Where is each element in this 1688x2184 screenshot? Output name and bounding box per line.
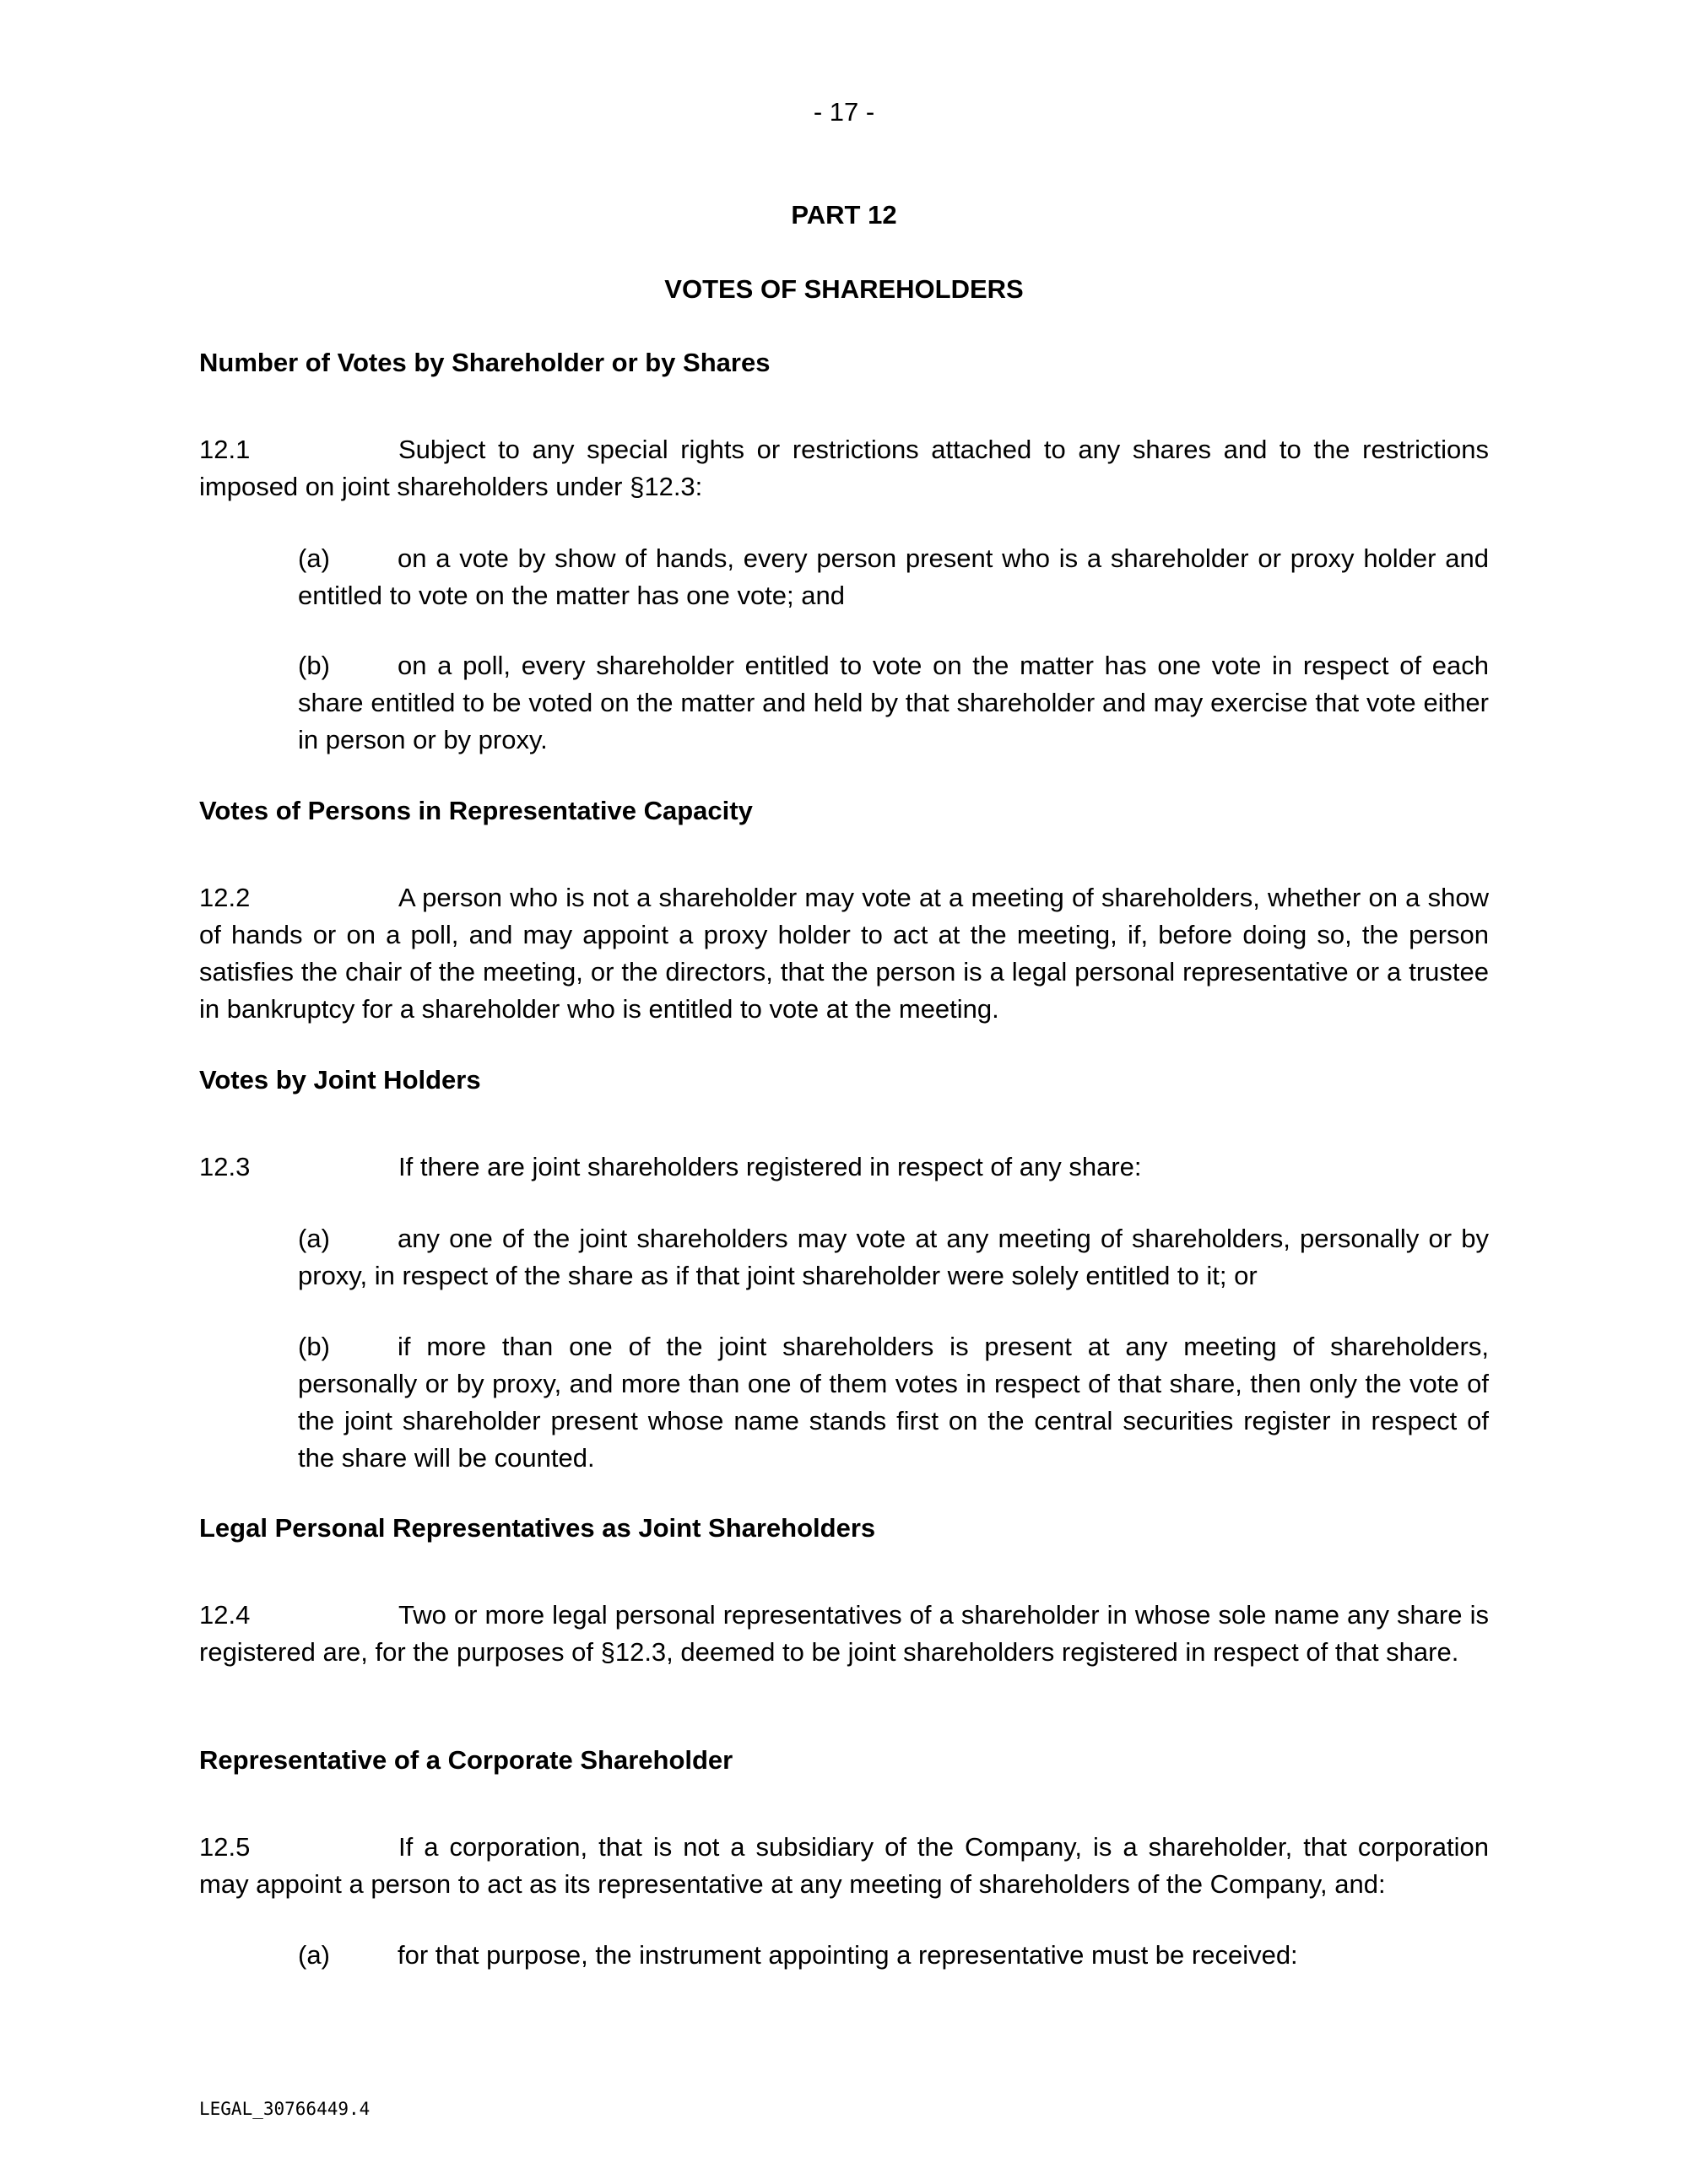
clause-text: on a poll, every shareholder entitled to vote on the matter has one vote in respect of each share entitled to be voted on the matter and held by that shareholder and may exercise that vote either in person or by proxy.: [298, 651, 1489, 754]
part-title: PART 12: [791, 200, 897, 230]
section-text: Two or more legal personal representatives of a shareholder in whose sole name any share is registered are, for the purposes of §12.3, deemed to be joint shareholders registered in respect of that share.: [199, 1600, 1489, 1667]
section-heading: Number of Votes by Shareholder or by Shares: [199, 348, 771, 377]
section-heading: Representative of a Corporate Shareholder: [199, 1745, 733, 1775]
document-footer-id: LEGAL_30766449.4: [199, 2099, 371, 2119]
sub-clause: [298, 1220, 1489, 1295]
section-number: 12.1: [199, 435, 251, 464]
section-text: If there are joint shareholders registered in respect of any share:: [398, 1152, 1142, 1181]
clause-text: any one of the joint shareholders may vote at any meeting of shareholders, personally or by proxy, in respect of the share as if that joint shareholder were solely entitled to it; or: [298, 1224, 1489, 1290]
sub-clause: [298, 540, 1489, 614]
clause-text: for that purpose, the instrument appointing a representative must be received:: [398, 1940, 1298, 1970]
part-subtitle: VOTES OF SHAREHOLDERS: [664, 274, 1024, 304]
section-paragraph: [199, 1149, 1489, 1186]
sub-clause: [298, 1937, 1489, 1974]
section-number: 12.5: [199, 1832, 251, 1862]
sub-clause: [298, 647, 1489, 759]
clause-label: (a): [298, 543, 330, 573]
clause-text: if more than one of the joint shareholders is present at any meeting of shareholders, personally or by proxy, and more than one of them votes in respect of that share, then only the vote of the joint shareholder present whose name stands first on the central securities register in respect of the share will be counted.: [298, 1332, 1489, 1473]
section-text: A person who is not a shareholder may vote at a meeting of shareholders, whether on a show of hands or on a poll, and may appoint a proxy holder to act at the meeting, if, before doing so, the person satisfies the chair of the meeting, or the directors, that the person is a legal personal representative or a trustee in bankruptcy for a shareholder who is entitled to vote at the meeting.: [199, 883, 1489, 1024]
clause-label: (b): [298, 651, 330, 680]
section-heading: Legal Personal Representatives as Joint Shareholders: [199, 1513, 876, 1543]
clause-label: (a): [298, 1224, 330, 1253]
section-paragraph: [199, 879, 1489, 1028]
clause-label: (b): [298, 1332, 330, 1361]
section-paragraph: [199, 1829, 1489, 1903]
section-number: 12.2: [199, 883, 251, 912]
section-text: Subject to any special rights or restrictions attached to any shares and to the restrictions imposed on joint shareholders under §12.3:: [199, 435, 1489, 501]
clause-label: (a): [298, 1940, 330, 1970]
section-number: 12.3: [199, 1152, 251, 1181]
section-paragraph: [199, 431, 1489, 505]
section-heading: Votes by Joint Holders: [199, 1065, 481, 1095]
sub-clause: [298, 1328, 1489, 1477]
clause-text: on a vote by show of hands, every person present who is a shareholder or proxy holder and entitled to vote on the matter has one vote; and: [298, 543, 1489, 610]
section-paragraph: [199, 1597, 1489, 1671]
page-number: - 17 -: [813, 97, 875, 127]
section-number: 12.4: [199, 1600, 251, 1630]
section-heading: Votes of Persons in Representative Capacity: [199, 796, 753, 825]
section-text: If a corporation, that is not a subsidiary of the Company, is a shareholder, that corporation may appoint a person to act as its representative at any meeting of shareholders of the Company, and:: [199, 1832, 1489, 1899]
